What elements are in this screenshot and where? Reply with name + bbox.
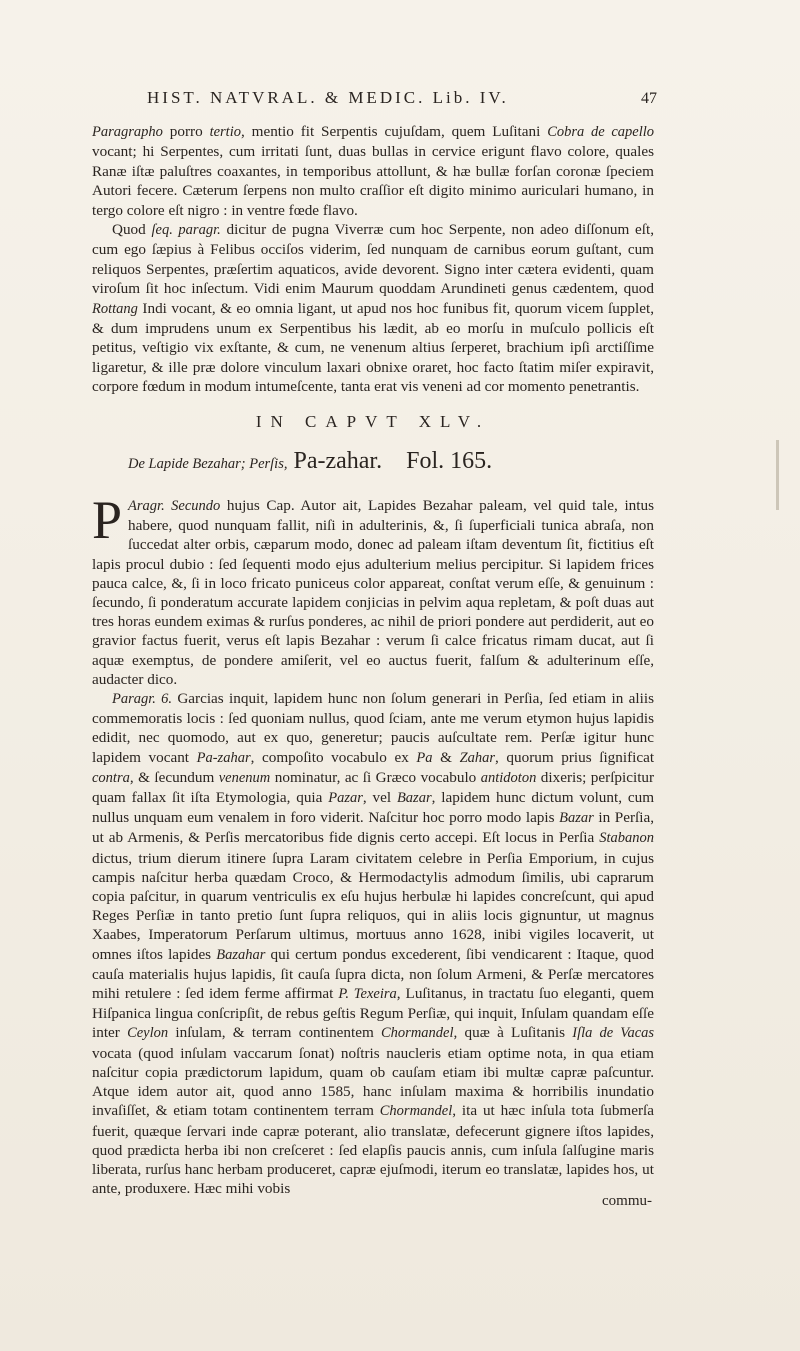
italic-term: Iſla de Vacas <box>572 1025 655 1042</box>
drop-cap: P <box>92 490 123 550</box>
subtitle-italic: De Lapide Bezahar; Perſis, <box>128 456 288 472</box>
italic-term: Stabanon <box>599 830 654 847</box>
page-edge-shadow <box>776 440 779 510</box>
text-run: qui certum pondus excederent, ſibi vendicarent : Itaque, quod cauſa materialis hujus lapidis, ſit cauſa ſupra dicta, non ſolum Armeni, & Perſæ mercatores mihi retulere : ſed idem ferme affirmat <box>92 945 655 1003</box>
chapter-heading: IN CAPVT XLV. <box>255 412 491 431</box>
running-header <box>95 88 657 112</box>
catchword: commu- <box>602 1193 652 1209</box>
running-title: HIST. NATVRAL. & MEDIC. Lib. IV. <box>147 88 509 107</box>
text-run: , quæ à Luſitanis <box>453 1024 566 1042</box>
text-run: & <box>440 748 452 766</box>
italic-term: Rottang <box>92 300 138 317</box>
text-run: , ita ut hæc inſula tota ſubmerſa fuerit, quæque ſervari inde capræ poterant, alio translatæ, defecerunt gignere iſtos lapides, quod prædicta herba ibi non creſceret : ſed elapſis paucis annis, cum inſula ſalſugine maris liberata, rurſus hanc herbam produceret, capræ ejuſmodi, iterum eo translatæ, lapides hos, ut ante, produxere. Hæc mihi vobis <box>92 1102 654 1198</box>
page-number: 47 <box>641 90 657 107</box>
text-run: , lapidem hunc dictum volunt, cum nullus unquam eum venalem in foro viderit. Naſcitur hoc porro modo lapis <box>92 789 655 827</box>
text-run: Garcias inquit, lapidem hunc non ſolum generari in Perſia, ſed etiam in aliis commemoratis locis : ſed quoniam nullus, quod ſciam, ante me verum etymon hujus lapidis edidit, nec quomodo, aut ex quo, generetur; paucis auſcultate rem. Perſæ igitur hunc lapidem vocant <box>92 690 654 766</box>
folio-reference: Fol. 165. <box>406 448 493 474</box>
subtitle-roman: Pa-zahar. <box>293 448 383 474</box>
text-run: , compoſito vocabulo ex <box>250 748 409 766</box>
text-run: dicitur de pugna Viverræ cum hoc Serpente, non adeo diſſonum eſt, cum ego ſæpius à Felibus occiſos viderim, ſed nunquam de carnibus eorum guſtant, cum reliquos Serpentes, præſertim aquaticos, avide devorent. Signo inter cætera evidenti, quam viroſum ſit hoc inſectum. Vidi enim Maurum quoddam Arundineti genus cædentem, quod <box>92 221 655 298</box>
italic-term: contra <box>92 769 130 786</box>
italic-term: antidoton <box>480 769 537 786</box>
text-run: , Luſitanus, in tractatu ſuo eleganti, quem Hiſpanica lingua conſcripſit, de rebus geſtis Regum Perſiæ, qui inquit, Inſulam quandam eſſe inter <box>92 985 655 1042</box>
italic-term: Chormandel <box>381 1025 454 1042</box>
italic-term: Pazar <box>328 790 363 807</box>
text-run: Indi vocant, & eo omnia ligant, ut apud nos hoc funibus fit, quorum vicem ſupplet, & dum imprudens unum ex Serpentibus his lædit, ab eo morſu in muſculo pollicis eſt petitus, veſtigio vix exſtante, & cum, ne venenum altius ſerperet, brachium ipſi arctiſſime ligaretur, & ille præ dolore vinculum laxari obnixe oraret, hoc facto ſtatim miſer expiravit, corpore fœdum in modum intumeſcente, tanta erat vis veneni ad cor momento penetrantis. <box>92 299 655 396</box>
text-run: inſulam, & terram continentem <box>175 1024 374 1042</box>
text-run: Quod <box>112 221 146 239</box>
text-run: in Perſia, ut ab Armenis, & Perſis mercatoribus fide dignis certo accepi. Eſt locus in Perſia <box>92 809 654 847</box>
italic-term: venenum <box>218 769 271 786</box>
italic-term: Pa <box>416 749 433 766</box>
italic-term: tertio <box>209 124 241 140</box>
chapter-subtitle <box>128 448 648 475</box>
text-run: dictus, trium dierum itinere ſupra Laram civitatem celebre in Perſia Emporium, in cujus campis naſcitur herba quædam Croco, & Hermodactylis admodum ſimilis, ubi caprarum copia paſcitur, in quarum ventriculis ex eſu hujus herbulæ hi lapides concreſcunt, qui apud Reges Perſiæ in tanto pretio ſunt ſupra reliquos, qui in aliis locis gignuntur, ut magnus Xaabes, Imperatorum Perſarum ultimus, mortuus anno 1628, inibi vigiles locaverit, ut omnes iſtos lapides <box>92 849 654 963</box>
paragraph-bezahar <box>92 490 655 1198</box>
italic-term: Ceylon <box>127 1025 169 1042</box>
italic-term: Chormandel <box>379 1103 453 1120</box>
text-run: , vel <box>362 789 392 807</box>
paragraph-lead: Paragr. 6. <box>112 691 172 708</box>
text-run: porro <box>169 123 203 140</box>
text-run: vocant; hi Serpentes, cum irritati ſunt, duas bullas in cervice erigunt flavo colore, quales Ranæ iſtæ paluſtres coaxantes, in temporibus attollunt, & hæ bullæ forſan coronæ ſpeciem Autori fecere. Cæterum ſerpens non multo craſſior eſt digito minimo auriculari humano, in tergo colore eſt nigro : in ventre fœde flavo. <box>92 143 654 219</box>
italic-term: Pa-zahar <box>196 749 251 766</box>
paragraph-cobra <box>92 122 654 397</box>
paragraph-lead: Paragrapho <box>92 124 163 140</box>
italic-term: ſeq. paragr. <box>151 222 221 239</box>
text-run: , quorum prius ſignificat <box>495 748 655 766</box>
italic-term: P. Texeira <box>338 986 397 1003</box>
paragraph-lead: Aragr. Secundo <box>128 498 221 514</box>
italic-term: Bazahar <box>216 946 266 963</box>
text-run: dixeris; perſpicitur quam fallax ſit iſta Etymologia, quia <box>92 768 655 807</box>
italic-term: Bazar <box>396 790 432 807</box>
text-run: hujus Cap. Autor ait, Lapides Bezahar paleam, vel quid tale, intus habere, quod nunquam fallit, niſi in adulterinis, &, ſi ſuperficiali tunica abraſa, non ſuccedat alter orbis, cæparum modo, donec ad paleam iſtam deventum ſit, fictitius eſt lapis procul dubio : ſed ſequenti modo ejus adulterium melius percipitur. Si lapidem frices pauca calce, &, ſi in loco fricato puniceus color appareat, conſtat verum eſſe, & genuinum : ſecundo, ſi ponderatum accurate lapidem conjicias in pelvim aqua repletam, & poſt duas aut tres horas eundem eximas & rurſus ponderes, ac nihil de priori pondere aut perdiderit, aut eo gravior factus fuerit, verus eſt lapis Bezahar : verum ſi calce fricatus rimam ducat, aut ſi aquæ exemptus, de pondere amiſerit, vel eo auctus fuerit, falſum & adulterinum eſſe, audacter dico. <box>92 497 654 688</box>
text-run: , & ſecundum <box>129 768 215 786</box>
text-run: vocata (quod inſulam vaccarum ſonat) noſtris naucleris etiam optime nota, in qua etiam naſcitur copia prædictorum lapidum, quam ob cauſam etiam ibi multæ capræ paſcuntur. Atque idem autor ait, quod anno 1585, hanc inſulam maxima & horribilis inundatio invaſiſſet, & etiam totam continentem terram <box>92 1044 654 1120</box>
text-run: , mentio fit Serpentis cujuſdam, quem Luſitani <box>240 123 541 140</box>
italic-term: Cobra de capello <box>547 124 655 140</box>
text-run: nominatur, ac ſi Græco vocabulo <box>274 768 477 786</box>
italic-term: Bazar <box>559 810 594 827</box>
italic-term: Zahar <box>459 749 496 766</box>
